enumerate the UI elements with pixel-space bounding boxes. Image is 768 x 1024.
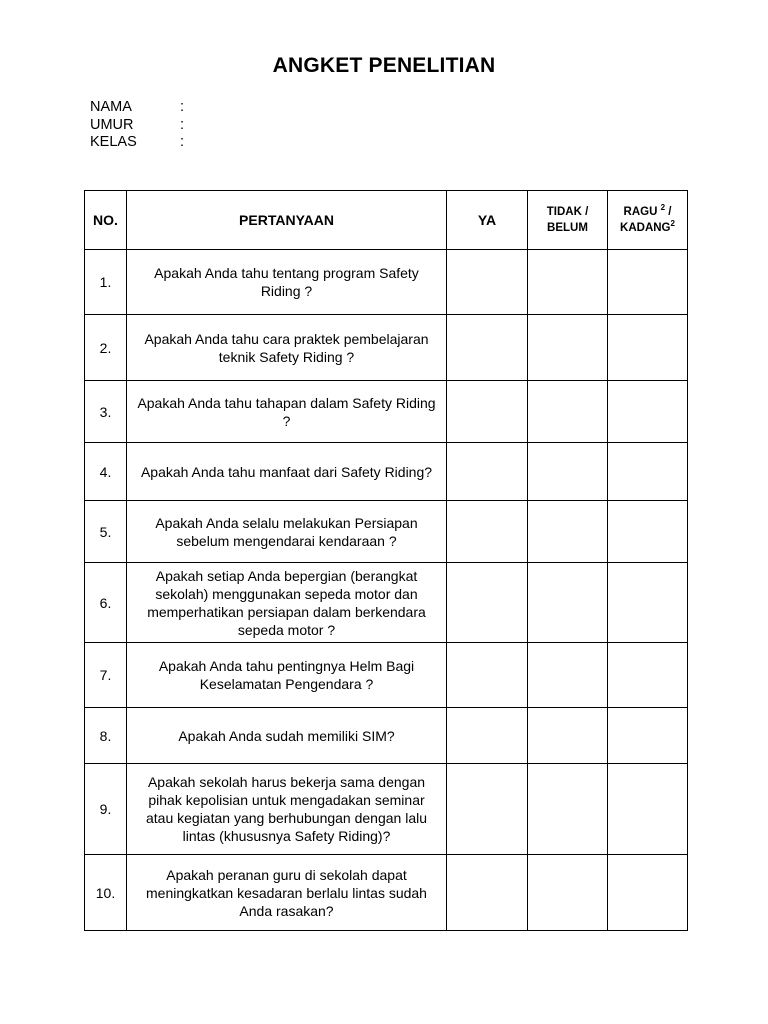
- info-label: KELAS: [90, 134, 137, 150]
- answer-ragu-cell[interactable]: [608, 855, 688, 931]
- header-ragu: RAGU: [623, 206, 658, 218]
- table-row: [85, 563, 688, 643]
- answer-ya-cell[interactable]: [447, 855, 528, 931]
- answer-ya-cell[interactable]: [447, 315, 528, 381]
- answer-ya-cell[interactable]: [447, 501, 528, 563]
- row-question: Apakah setiap Anda bepergian (berangkat sekolah) menggunakan sepeda motor dan memperhatikan persiapan dalam berkendara sepeda motor ?: [127, 563, 447, 643]
- row-question: Apakah Anda selalu melakukan Persiapan sebelum mengendarai kendaraan ?: [127, 501, 447, 563]
- page-title: ANGKET PENELITIAN: [272, 54, 496, 77]
- header-kadang: KADANG: [620, 222, 671, 234]
- answer-tidak-cell[interactable]: [528, 563, 608, 643]
- row-number: 9.: [85, 764, 127, 855]
- header-belum: BELUM: [547, 222, 588, 234]
- row-question: Apakah Anda tahu pentingnya Helm Bagi Keselamatan Pengendara ?: [127, 643, 447, 708]
- row-question: Apakah peranan guru di sekolah dapat meningkatkan kesadaran berlalu lintas sudah Anda rasakan?: [127, 855, 447, 931]
- info-label: UMUR: [90, 116, 134, 133]
- row-number: 10.: [85, 855, 127, 931]
- row-number: 8.: [85, 708, 127, 764]
- answer-tidak-cell[interactable]: [528, 501, 608, 563]
- row-number: 6.: [85, 563, 127, 643]
- row-question: Apakah Anda tahu tahapan dalam Safety Riding ?: [127, 381, 447, 443]
- answer-ya-cell[interactable]: [447, 708, 528, 764]
- row-question: Apakah sekolah harus bekerja sama dengan pihak kepolisian untuk mengadakan seminar atau kegiatan yang berhubungan dengan lalu lintas (khususnya Safety Riding)?: [127, 764, 447, 855]
- answer-tidak-cell[interactable]: [528, 381, 608, 443]
- header-question: PERTANYAAN: [127, 191, 447, 250]
- row-question: Apakah Anda tahu manfaat dari Safety Riding?: [127, 443, 447, 501]
- answer-ya-cell[interactable]: [447, 250, 528, 315]
- table-row: [85, 643, 688, 708]
- header-no: NO.: [85, 191, 127, 250]
- answer-ya-cell[interactable]: [447, 764, 528, 855]
- table-row: [85, 250, 688, 315]
- questionnaire-table: [84, 190, 688, 931]
- table-row: [85, 764, 688, 855]
- answer-tidak-cell[interactable]: [528, 708, 608, 764]
- row-question: Apakah Anda tahu tentang program Safety Riding ?: [127, 250, 447, 315]
- answer-ragu-cell[interactable]: [608, 643, 688, 708]
- header-ragu-slash: /: [668, 206, 672, 218]
- info-row-umur: [90, 117, 184, 135]
- info-row-nama: [90, 99, 184, 117]
- answer-tidak-cell[interactable]: [528, 443, 608, 501]
- answer-ya-cell[interactable]: [447, 643, 528, 708]
- row-number: 2.: [85, 315, 127, 381]
- row-number: 4.: [85, 443, 127, 501]
- info-row-kelas: [90, 134, 184, 152]
- info-label: NAMA: [90, 99, 132, 115]
- row-number: 3.: [85, 381, 127, 443]
- answer-ya-cell[interactable]: [447, 563, 528, 643]
- table-row: [85, 381, 688, 443]
- row-question: Apakah Anda tahu cara praktek pembelajaran teknik Safety Riding ?: [127, 315, 447, 381]
- info-separator: :: [180, 99, 185, 115]
- table-row: [85, 501, 688, 563]
- answer-tidak-cell[interactable]: [528, 250, 608, 315]
- answer-tidak-cell[interactable]: [528, 315, 608, 381]
- answer-ragu-cell[interactable]: [608, 315, 688, 381]
- row-number: 7.: [85, 643, 127, 708]
- table-row: [85, 855, 688, 931]
- answer-ragu-cell[interactable]: [608, 381, 688, 443]
- header-kadang-sup: 2: [670, 219, 675, 228]
- header-tidak: TIDAK /: [546, 206, 589, 218]
- info-separator: :: [180, 134, 185, 150]
- answer-ya-cell[interactable]: [447, 381, 528, 443]
- info-separator: :: [180, 116, 185, 133]
- header-tidak-belum: [528, 191, 608, 250]
- table-row: [85, 315, 688, 381]
- answer-tidak-cell[interactable]: [528, 643, 608, 708]
- answer-ya-cell[interactable]: [447, 443, 528, 501]
- answer-ragu-cell[interactable]: [608, 501, 688, 563]
- answer-tidak-cell[interactable]: [528, 855, 608, 931]
- header-ragu-sup: 2: [660, 203, 666, 212]
- header-ya: YA: [447, 191, 528, 250]
- answer-ragu-cell[interactable]: [608, 708, 688, 764]
- respondent-info: [90, 99, 184, 152]
- answer-tidak-cell[interactable]: [528, 764, 608, 855]
- answer-ragu-cell[interactable]: [608, 563, 688, 643]
- row-number: 1.: [85, 250, 127, 315]
- table-row: [85, 443, 688, 501]
- answer-ragu-cell[interactable]: [608, 764, 688, 855]
- table-row: [85, 708, 688, 764]
- answer-ragu-cell[interactable]: [608, 443, 688, 501]
- header-ragu-kadang: [608, 191, 688, 250]
- row-question: Apakah Anda sudah memiliki SIM?: [127, 708, 447, 764]
- answer-ragu-cell[interactable]: [608, 250, 688, 315]
- header-row: [85, 191, 688, 250]
- row-number: 5.: [85, 501, 127, 563]
